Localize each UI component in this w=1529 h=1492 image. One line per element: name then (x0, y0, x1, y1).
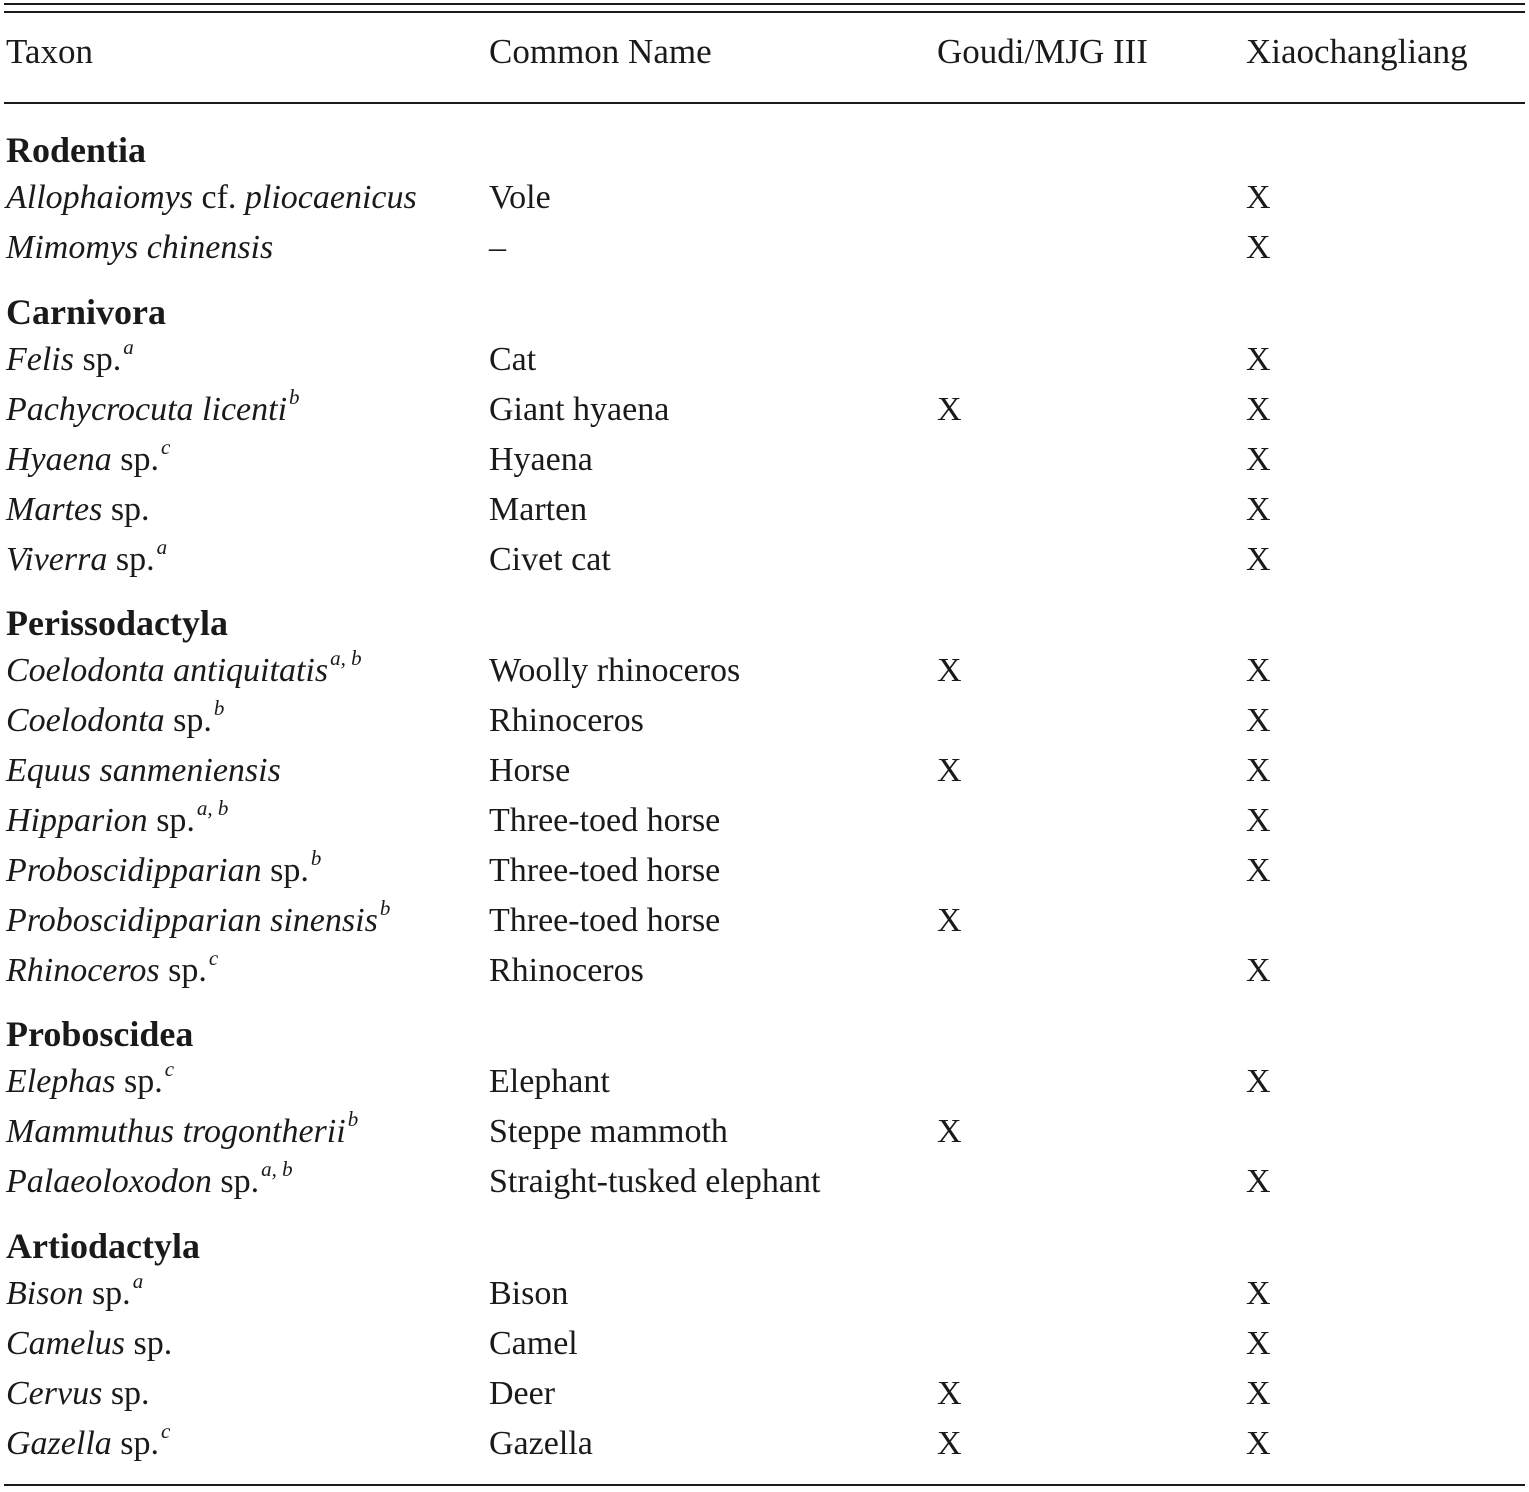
xiaochangliang-mark: X (1246, 441, 1271, 478)
xiaochangliang-mark: X (1246, 1063, 1271, 1100)
footnote-marker: a (132, 1269, 144, 1294)
header-goudi: Goudi/MJG III (937, 32, 1148, 71)
taxon-suffix: sp. (211, 1163, 260, 1200)
taxon-genus: Hyaena (6, 441, 112, 478)
taxon-cell (6, 697, 224, 745)
common-name-cell: Marten (489, 491, 588, 528)
footnote-marker: c (161, 1419, 171, 1444)
taxon-suffix: sp. (115, 1063, 163, 1100)
common-name-cell: Vole (489, 179, 551, 216)
taxon-genus: Elephas (6, 1063, 116, 1100)
group-name: Perissodactyla (6, 603, 228, 643)
taxon-suffix: sp. (102, 491, 150, 528)
footnote-marker: b (379, 896, 391, 921)
common-name-cell: Straight-tusked elephant (489, 1163, 821, 1200)
xiaochangliang-mark: X (1246, 341, 1271, 378)
table-row (0, 174, 1529, 222)
group-row (0, 1222, 1529, 1270)
footnote-marker: a, b (330, 646, 362, 671)
table-row (0, 1320, 1529, 1368)
xiaochangliang-mark: X (1246, 1375, 1271, 1412)
table-row (0, 486, 1529, 534)
common-name-cell: Gazella (489, 1425, 593, 1462)
xiaochangliang-mark: X (1246, 1425, 1271, 1462)
taxon-suffix: sp. (102, 1375, 150, 1412)
taxon-suffix: sp. (73, 341, 122, 378)
taxon-cell (6, 436, 170, 484)
table-row (0, 847, 1529, 895)
taxon-genus: Mammuthus trogontherii (6, 1113, 346, 1150)
xiaochangliang-mark: X (1246, 229, 1271, 266)
taxon-cell (6, 797, 228, 845)
common-name-cell: Rhinoceros (489, 702, 644, 739)
common-name-cell: Three-toed horse (489, 852, 721, 889)
taxon-cell (6, 947, 218, 995)
taxon-suffix: sp. (159, 952, 207, 989)
taxon-genus: Proboscidipparian sinensis (6, 902, 378, 939)
taxon-cell (6, 1320, 172, 1368)
footnote-marker: c (164, 1057, 175, 1082)
taxon-genus: Pachycrocuta licenti (6, 391, 288, 428)
table-row (0, 1270, 1529, 1318)
group-name: Rodentia (6, 130, 147, 170)
header-taxon: Taxon (6, 32, 93, 71)
table-row (0, 336, 1529, 384)
xiaochangliang-mark: X (1246, 652, 1271, 689)
common-name-cell: Woolly rhinoceros (489, 652, 741, 689)
group-row (0, 288, 1529, 336)
table-row (0, 1058, 1529, 1106)
table-row (0, 1370, 1529, 1418)
table-row (0, 947, 1529, 995)
table-row (0, 436, 1529, 484)
taxon-genus: Equus sanmeniensis (6, 752, 281, 789)
taxon-genus: Proboscidipparian (6, 852, 262, 889)
taxon-genus: Allophaiomys (6, 179, 193, 216)
xiaochangliang-mark: X (1246, 752, 1271, 789)
xiaochangliang-mark: X (1246, 852, 1271, 889)
goudi-mark: X (937, 1425, 962, 1462)
taxon-cell (6, 336, 134, 384)
goudi-mark: X (937, 902, 962, 939)
taxon-suffix: sp. (125, 1325, 173, 1362)
footnote-marker: a (156, 535, 168, 560)
bottom-rule (4, 1484, 1525, 1486)
footnote-marker: b (347, 1107, 359, 1132)
taxon-species: pliocaenicus (244, 179, 417, 216)
taxon-cell (6, 1420, 170, 1468)
header-rule (4, 102, 1525, 104)
goudi-mark: X (937, 1375, 962, 1412)
common-name-cell: Three-toed horse (489, 902, 721, 939)
taxon-cell (6, 1108, 358, 1156)
taxon-cell (6, 174, 417, 222)
common-name-cell: Rhinoceros (489, 952, 644, 989)
taxon-cell (6, 647, 362, 695)
footnote-marker: b (213, 696, 225, 721)
taxon-cell (6, 1058, 174, 1106)
taxon-genus: Palaeoloxodon (6, 1163, 212, 1200)
footnote-marker: b (289, 385, 300, 410)
taxon-cell (6, 1370, 150, 1418)
taxon-genus: Gazella (6, 1425, 112, 1462)
table-row (0, 797, 1529, 845)
taxon-suffix: sp. (83, 1275, 131, 1312)
footnote-marker: c (160, 435, 171, 460)
top-rule-inner (4, 11, 1525, 13)
group-row (0, 599, 1529, 647)
common-name-cell: Three-toed horse (489, 802, 721, 839)
taxon-genus: Cervus (6, 1375, 103, 1412)
goudi-mark: X (937, 752, 962, 789)
taxon-genus: Viverra (6, 541, 108, 578)
taxon-suffix: sp. (111, 441, 159, 478)
table-header (0, 28, 1529, 76)
taxon-genus: Mimomys chinensis (6, 229, 274, 266)
taxon-cell (6, 386, 300, 434)
table-row (0, 647, 1529, 695)
header-common-name: Common Name (489, 32, 712, 71)
xiaochangliang-mark: X (1246, 1163, 1271, 1200)
taxon-cell (6, 536, 167, 584)
table-row (0, 536, 1529, 584)
footnote-marker: a (123, 335, 134, 360)
table-row (0, 386, 1529, 434)
group-name: Carnivora (6, 292, 166, 332)
goudi-mark: X (937, 1113, 962, 1150)
footnote-marker: c (208, 946, 219, 971)
taxon-genus: Coelodonta antiquitatis (6, 652, 329, 689)
taxon-cell (6, 224, 273, 272)
xiaochangliang-mark: X (1246, 491, 1271, 528)
group-row (0, 126, 1529, 174)
footnote-marker: b (310, 846, 322, 871)
taxon-cell (6, 747, 281, 795)
table-row (0, 897, 1529, 945)
group-row (0, 1010, 1529, 1058)
taxon-genus: Hipparion (6, 802, 148, 839)
xiaochangliang-mark: X (1246, 702, 1271, 739)
footnote-marker: a, b (196, 796, 229, 821)
taxon-cell (6, 1270, 143, 1318)
table-row (0, 224, 1529, 272)
goudi-mark: X (937, 652, 962, 689)
group-name: Proboscidea (6, 1014, 194, 1054)
taxon-suffix: sp. (147, 802, 195, 839)
xiaochangliang-mark: X (1246, 1325, 1271, 1362)
table-row (0, 747, 1529, 795)
taxon-cell (6, 1158, 293, 1206)
common-name-cell: Civet cat (489, 541, 611, 578)
xiaochangliang-mark: X (1246, 1275, 1271, 1312)
taxon-genus: Felis (6, 341, 74, 378)
taxon-cell (6, 847, 321, 895)
taxon-qualifier: cf. (192, 179, 245, 216)
common-name-cell: Elephant (489, 1063, 610, 1100)
table-row (0, 1420, 1529, 1468)
taxon-genus: Bison (6, 1275, 84, 1312)
common-name-cell: Giant hyaena (489, 391, 670, 428)
taxon-cell (6, 486, 150, 534)
xiaochangliang-mark: X (1246, 391, 1271, 428)
goudi-mark: X (937, 391, 962, 428)
header-xiaochangliang: Xiaochangliang (1246, 32, 1468, 71)
group-name: Artiodactyla (6, 1226, 200, 1266)
common-name-cell: Deer (489, 1375, 556, 1412)
footnote-marker: a, b (261, 1157, 293, 1182)
common-name-cell: Hyaena (489, 441, 593, 478)
table-row (0, 1108, 1529, 1156)
taxon-genus: Camelus (6, 1325, 125, 1362)
xiaochangliang-mark: X (1246, 179, 1271, 216)
xiaochangliang-mark: X (1246, 802, 1271, 839)
common-name-cell: Cat (489, 341, 537, 378)
taxon-suffix: sp. (111, 1425, 160, 1462)
table-row (0, 697, 1529, 745)
taxon-cell (6, 897, 390, 945)
common-name-cell: Steppe mammoth (489, 1113, 728, 1150)
common-name-cell: Camel (489, 1325, 578, 1362)
taxon-suffix: sp. (107, 541, 155, 578)
taxon-suffix: sp. (164, 702, 212, 739)
taxon-genus: Coelodonta (6, 702, 165, 739)
taxon-genus: Martes (6, 491, 103, 528)
table-row (0, 1158, 1529, 1206)
common-name-cell: Horse (489, 752, 571, 789)
xiaochangliang-mark: X (1246, 541, 1271, 578)
common-name-cell: – (489, 229, 506, 266)
common-name-cell: Bison (489, 1275, 569, 1312)
taxon-suffix: sp. (261, 852, 309, 889)
top-rule-outer (4, 3, 1525, 5)
xiaochangliang-mark: X (1246, 952, 1271, 989)
taxon-genus: Rhinoceros (6, 952, 160, 989)
